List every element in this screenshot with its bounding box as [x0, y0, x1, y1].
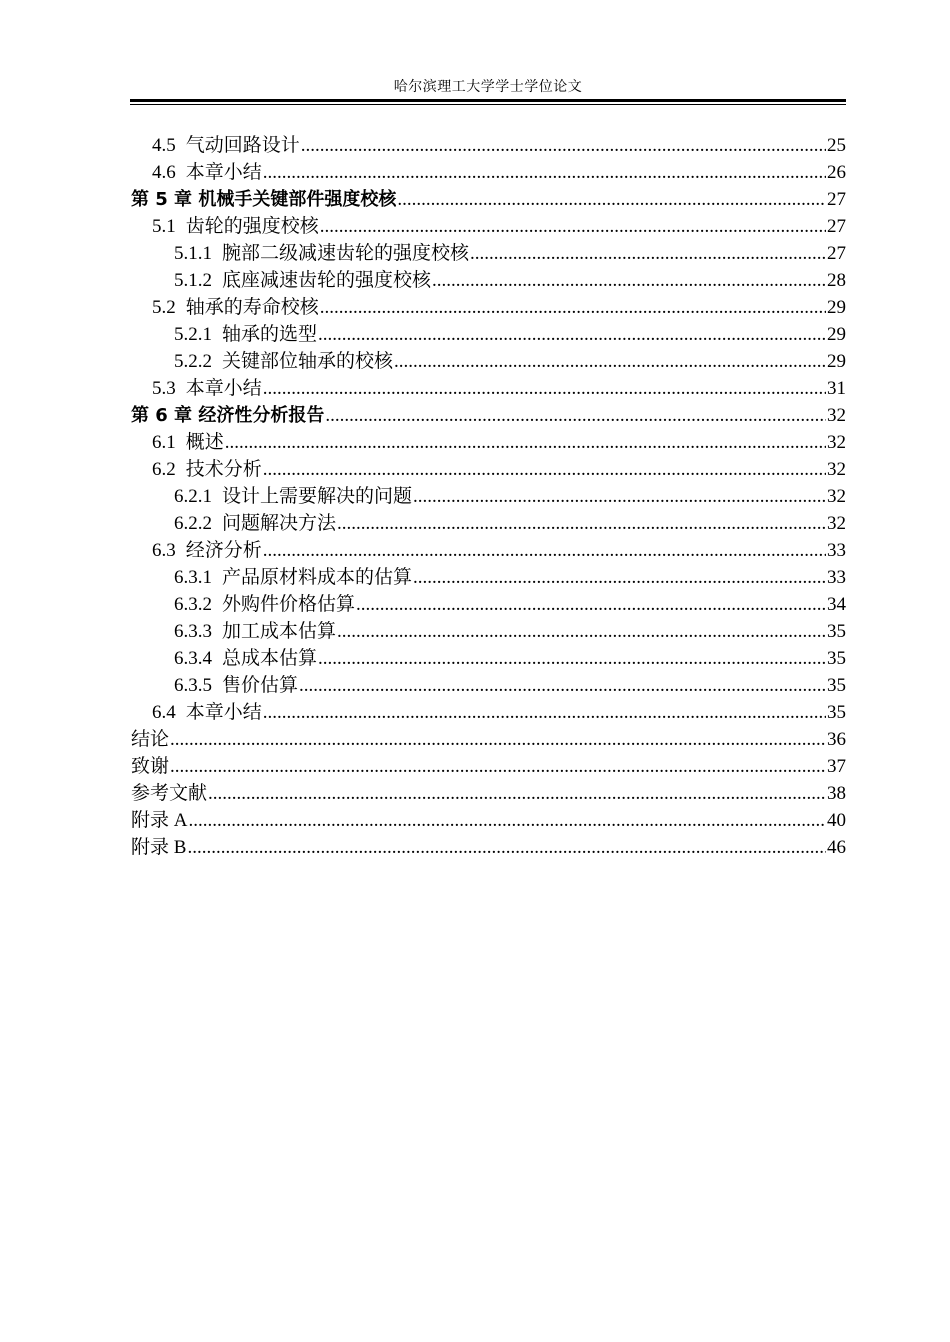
- toc-entry-page: 36: [827, 729, 846, 750]
- toc-entry-page: 46: [827, 837, 846, 858]
- dot-leader: [413, 483, 826, 510]
- toc-entry[interactable]: [131, 618, 846, 645]
- dot-leader: [318, 321, 826, 348]
- dot-leader: [337, 510, 826, 537]
- dot-leader: [208, 780, 826, 807]
- toc-entry-page: 40: [827, 810, 846, 831]
- dot-leader: [413, 564, 826, 591]
- toc-entry-page: 33: [827, 567, 846, 588]
- dot-leader: [397, 186, 826, 213]
- toc-entry[interactable]: [131, 348, 846, 375]
- toc-entry[interactable]: [131, 699, 846, 726]
- toc-entry-number: 6.3: [152, 540, 176, 561]
- dot-leader: [394, 348, 826, 375]
- toc-entry-title: 问题解决方法: [222, 513, 337, 534]
- toc-entry-title: 设计上需要解决的问题: [222, 486, 413, 507]
- toc-entry-number: 6.3.1: [174, 567, 212, 588]
- dot-leader: [170, 726, 826, 753]
- toc-entry-title: 附录 B: [131, 837, 187, 858]
- toc-entry[interactable]: [131, 834, 846, 861]
- toc-entry-number: 5.2.2: [174, 351, 212, 372]
- toc-entry-page: 29: [827, 324, 846, 345]
- dot-leader: [470, 240, 826, 267]
- toc-entry-title: 底座减速齿轮的强度校核: [222, 270, 432, 291]
- toc-entry[interactable]: [131, 645, 846, 672]
- dot-leader: [299, 672, 826, 699]
- toc-entry[interactable]: [131, 456, 846, 483]
- toc-entry-page: 27: [827, 189, 846, 210]
- toc-entry-page: 33: [827, 540, 846, 561]
- toc-entry-page: 32: [827, 432, 846, 453]
- toc-entry-page: 27: [827, 216, 846, 237]
- toc-entry[interactable]: [131, 780, 846, 807]
- toc-entry-page: 29: [827, 351, 846, 372]
- dot-leader: [263, 456, 826, 483]
- toc-entry-number: 6.2: [152, 459, 176, 480]
- dot-leader: [320, 294, 826, 321]
- toc-entry-title: 本章小结: [185, 702, 262, 723]
- toc-entry-title: 齿轮的强度校核: [185, 216, 319, 237]
- toc-entry-page: 35: [827, 621, 846, 642]
- toc-entry-number: 6.3.3: [174, 621, 212, 642]
- toc-entry-title: 总成本估算: [222, 648, 318, 669]
- dot-leader: [225, 429, 826, 456]
- toc-entry[interactable]: [131, 375, 846, 402]
- dot-leader: [301, 132, 826, 159]
- toc-entry-title: 本章小结: [185, 162, 262, 183]
- toc-entry-title: 附录 A: [131, 810, 188, 831]
- toc-entry[interactable]: [131, 672, 846, 699]
- dot-leader: [170, 753, 826, 780]
- toc-entry-title: 技术分析: [185, 459, 262, 480]
- toc-entry-number: 5.1.1: [174, 243, 212, 264]
- toc-entry-page: 31: [827, 378, 846, 399]
- toc-entry[interactable]: [131, 807, 846, 834]
- toc-entry[interactable]: [131, 753, 846, 780]
- toc-entry-title: 第 6 章 经济性分析报告: [131, 405, 325, 426]
- toc-entry-number: 6.3.5: [174, 675, 212, 696]
- toc-entry-title: 加工成本估算: [222, 621, 337, 642]
- dot-leader: [188, 807, 826, 834]
- toc-entry[interactable]: [131, 537, 846, 564]
- toc-entry-title: 关键部位轴承的校核: [222, 351, 394, 372]
- toc-entry[interactable]: [131, 429, 846, 456]
- toc-entry-number: 6.3.4: [174, 648, 212, 669]
- dot-leader: [263, 159, 826, 186]
- toc-entry-title: 外购件价格估算: [222, 594, 356, 615]
- toc-entry-page: 28: [827, 270, 846, 291]
- toc-entry[interactable]: [131, 726, 846, 753]
- toc-entry-number: 6.4: [152, 702, 176, 723]
- toc-entry-page: 32: [827, 459, 846, 480]
- toc-entry-number: 5.1: [152, 216, 176, 237]
- toc-entry-page: 27: [827, 243, 846, 264]
- running-header: 哈尔滨理工大学学士学位论文: [393, 80, 583, 95]
- toc-entry-number: 6.2.2: [174, 513, 212, 534]
- dot-leader: [325, 402, 826, 429]
- toc-entry-title: 售价估算: [222, 675, 299, 696]
- toc-entry-page: 26: [827, 162, 846, 183]
- toc-entry-title: 第 5 章 机械手关键部件强度校核: [131, 189, 397, 210]
- toc-entry[interactable]: [131, 132, 846, 159]
- toc-entry[interactable]: [131, 510, 846, 537]
- dot-leader: [318, 645, 826, 672]
- toc-entry[interactable]: [131, 213, 846, 240]
- table-of-contents: [131, 132, 846, 861]
- toc-entry[interactable]: [131, 159, 846, 186]
- toc-entry-page: 32: [827, 486, 846, 507]
- toc-entry-page: 35: [827, 702, 846, 723]
- toc-entry-title: 轴承的选型: [222, 324, 318, 345]
- toc-entry-title: 结论: [131, 729, 170, 750]
- toc-entry-page: 34: [827, 594, 846, 615]
- toc-entry-number: 5.2: [152, 297, 176, 318]
- toc-entry-title: 参考文献: [131, 783, 208, 804]
- toc-entry-page: 32: [827, 405, 846, 426]
- header-rule-thin: [130, 104, 846, 105]
- toc-entry-title: 腕部二级减速齿轮的强度校核: [222, 243, 470, 264]
- dot-leader: [187, 834, 826, 861]
- toc-entry-page: 32: [827, 513, 846, 534]
- toc-entry[interactable]: [131, 240, 846, 267]
- toc-entry-page: 25: [827, 135, 846, 156]
- toc-entry[interactable]: [131, 564, 846, 591]
- toc-entry-page: 29: [827, 297, 846, 318]
- toc-entry-page: 37: [827, 756, 846, 777]
- toc-entry[interactable]: [131, 186, 846, 213]
- dot-leader: [432, 267, 826, 294]
- toc-entry-number: 4.5: [152, 135, 176, 156]
- dot-leader: [320, 213, 826, 240]
- toc-entry[interactable]: [131, 483, 846, 510]
- header-rule-thick: [130, 99, 846, 102]
- toc-entry[interactable]: [131, 591, 846, 618]
- dot-leader: [263, 537, 826, 564]
- toc-entry-title: 轴承的寿命校核: [185, 297, 319, 318]
- toc-entry-title: 致谢: [131, 756, 170, 777]
- toc-entry[interactable]: [131, 267, 846, 294]
- dot-leader: [263, 699, 826, 726]
- toc-entry-number: 5.3: [152, 378, 176, 399]
- toc-entry-page: 38: [827, 783, 846, 804]
- toc-entry-number: 5.1.2: [174, 270, 212, 291]
- toc-entry[interactable]: [131, 402, 846, 429]
- toc-entry-title: 概述: [185, 432, 224, 453]
- toc-entry-number: 6.1: [152, 432, 176, 453]
- toc-entry-title: 本章小结: [185, 378, 262, 399]
- toc-entry-page: 35: [827, 648, 846, 669]
- toc-entry-title: 产品原材料成本的估算: [222, 567, 413, 588]
- toc-entry[interactable]: [131, 321, 846, 348]
- toc-entry-number: 6.2.1: [174, 486, 212, 507]
- toc-entry-title: 气动回路设计: [185, 135, 300, 156]
- dot-leader: [263, 375, 826, 402]
- toc-entry-number: 5.2.1: [174, 324, 212, 345]
- toc-entry-title: 经济分析: [185, 540, 262, 561]
- toc-entry-number: 4.6: [152, 162, 176, 183]
- toc-entry-page: 35: [827, 675, 846, 696]
- dot-leader: [337, 618, 826, 645]
- toc-entry[interactable]: [131, 294, 846, 321]
- toc-entry-number: 6.3.2: [174, 594, 212, 615]
- dot-leader: [356, 591, 826, 618]
